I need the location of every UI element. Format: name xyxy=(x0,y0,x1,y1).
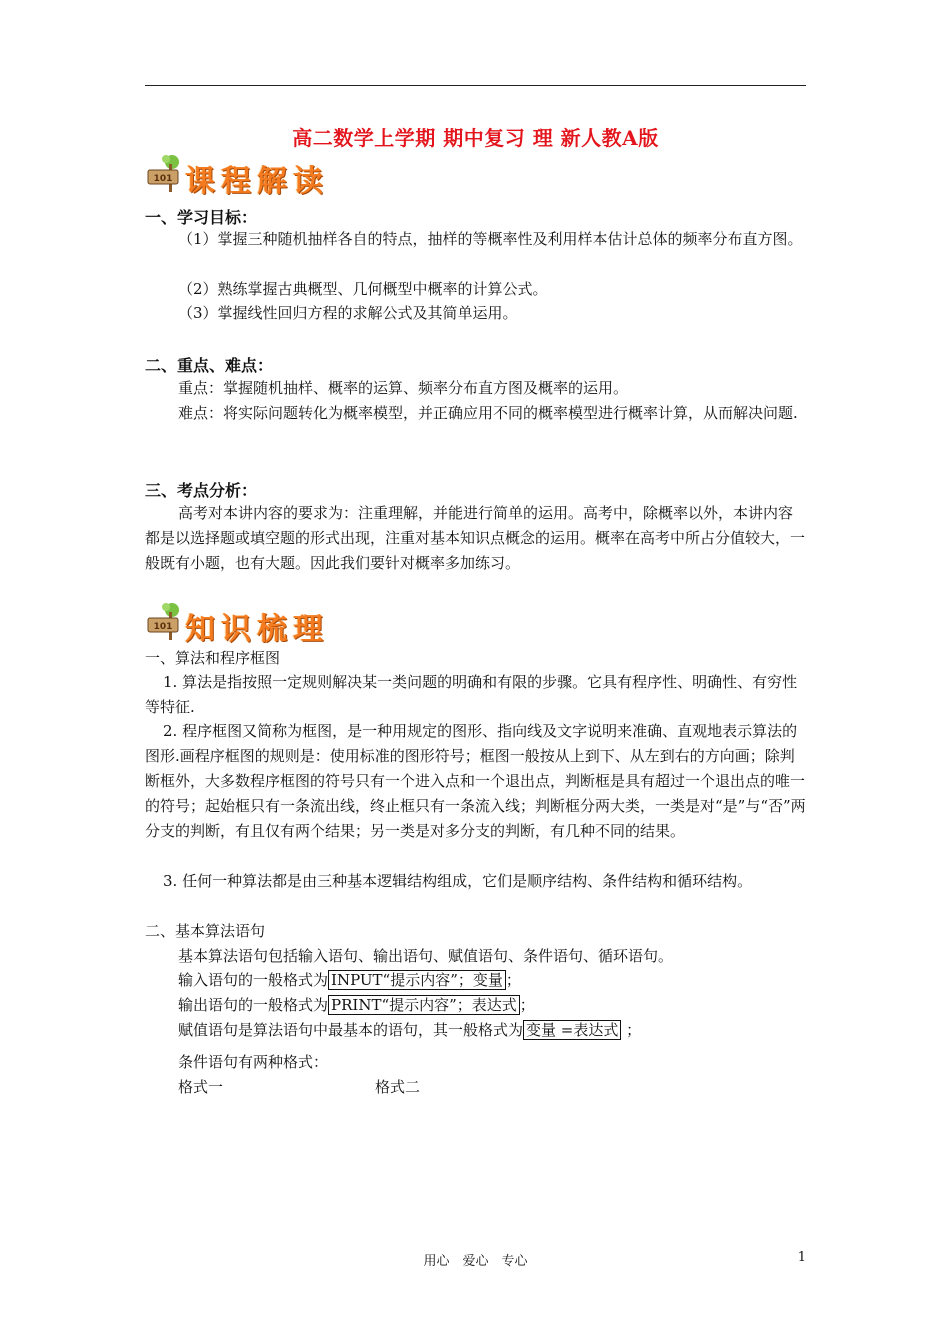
paragraph: 高考对本讲内容的要求为：注重理解，并能进行简单的运用。高考中，除概率以外，本讲内容都是以选择题或填空题的形式出现，注重对基本知识点概念的运用。概率在高考中所占分值较大，一般既有小题，也有大题。因此我们要针对概率多加练习。 xyxy=(145,504,806,572)
paragraph: 1. 算法是指按照一定规则解决某一类问题的明确和有限的步骤。它具有程序性、明确性、有穷性等特征. xyxy=(145,673,798,716)
paragraph: 重点：掌握随机抽样、概率的运算、频率分布直方图及概率的运用。 xyxy=(178,379,629,397)
heading-objectives: 一、学习目标： xyxy=(145,208,258,227)
assignment-statement-line: 赋值语句是算法语句中最基本的语句，其一般格式为 变量 =表达式 ； xyxy=(178,1021,642,1039)
format-one-label: 格式一 xyxy=(178,1078,224,1096)
subheading: 二、基本算法语句 xyxy=(145,922,266,940)
signpost-101-icon xyxy=(145,602,185,642)
paragraph: 难点：将实际问题转化为概率模型，并正确应用不同的概率模型进行概率计算，从而解决问题. xyxy=(178,404,798,422)
page-number: 1 xyxy=(797,1250,806,1265)
paragraph: （2）熟练掌握古典概型、几何概型中概率的计算公式。 xyxy=(178,280,548,298)
page-title: 高二数学上学期 期中复习 理 新人教A版 xyxy=(292,126,659,150)
svg-text:101: 101 xyxy=(153,622,173,632)
paragraph: 基本算法语句包括输入语句、输出语句、赋值语句、条件语句、循环语句。 xyxy=(178,947,674,965)
subheading: 一、算法和程序框图 xyxy=(145,649,281,667)
banner-label: 知识梳理 xyxy=(185,612,329,647)
paragraph: （1）掌握三种随机抽样各自的特点，抽样的等概率性及利用样本估计总体的频率分布直方图。 xyxy=(178,230,803,248)
input-format-box: INPUT“提示内容”；变量 xyxy=(328,970,506,990)
section-banner-2 xyxy=(145,598,335,647)
section-banner-1 xyxy=(145,150,335,199)
output-statement-line: 输出语句的一般格式为 PRINT“提示内容”；表达式 ； xyxy=(178,996,535,1014)
output-format-box: PRINT“提示内容”；表达式 xyxy=(328,995,520,1015)
svg-text:101: 101 xyxy=(153,174,173,184)
signpost-101-icon xyxy=(145,154,185,194)
header-rule xyxy=(145,85,806,86)
paragraph: （3）掌握线性回归方程的求解公式及其简单运用。 xyxy=(178,304,518,322)
input-statement-line: 输入语句的一般格式为 INPUT“提示内容”；变量 ； xyxy=(178,971,521,989)
assignment-format-box: 变量 =表达式 xyxy=(523,1020,621,1040)
heading-key-points: 二、重点、难点： xyxy=(145,356,274,375)
paragraph: 条件语句有两种格式： xyxy=(178,1053,329,1071)
heading-analysis: 三、考点分析： xyxy=(145,481,258,500)
paragraph: 3. 任何一种算法都是由三种基本逻辑结构组成，它们是顺序结构、条件结构和循环结构。 xyxy=(163,872,753,890)
format-two-label: 格式二 xyxy=(375,1078,421,1096)
paragraph: 2. 程序框图又简称为框图，是一种用规定的图形、指向线及文字说明来准确、直观地表示算法的图形.画程序框图的规则是：使用标准的图形符号；框图一般按从上到下、从左到右的方向画；除判断框外，大多数程序框图的符号只有一个进入点和一个退出点，判断框是具有超过一个退出点的唯一的符号；起始框只有一条流出线，终止框只有一条流入线；判断框分两大类，一类是对“是”与“否”两分支的判断，有且仅有两个结果；另一类是对多分支的判断，有几种不同的结果。 xyxy=(145,722,806,840)
footer-text: 用心 爱心 专心 xyxy=(423,1254,528,1269)
banner-label: 课程解读 xyxy=(185,164,329,199)
